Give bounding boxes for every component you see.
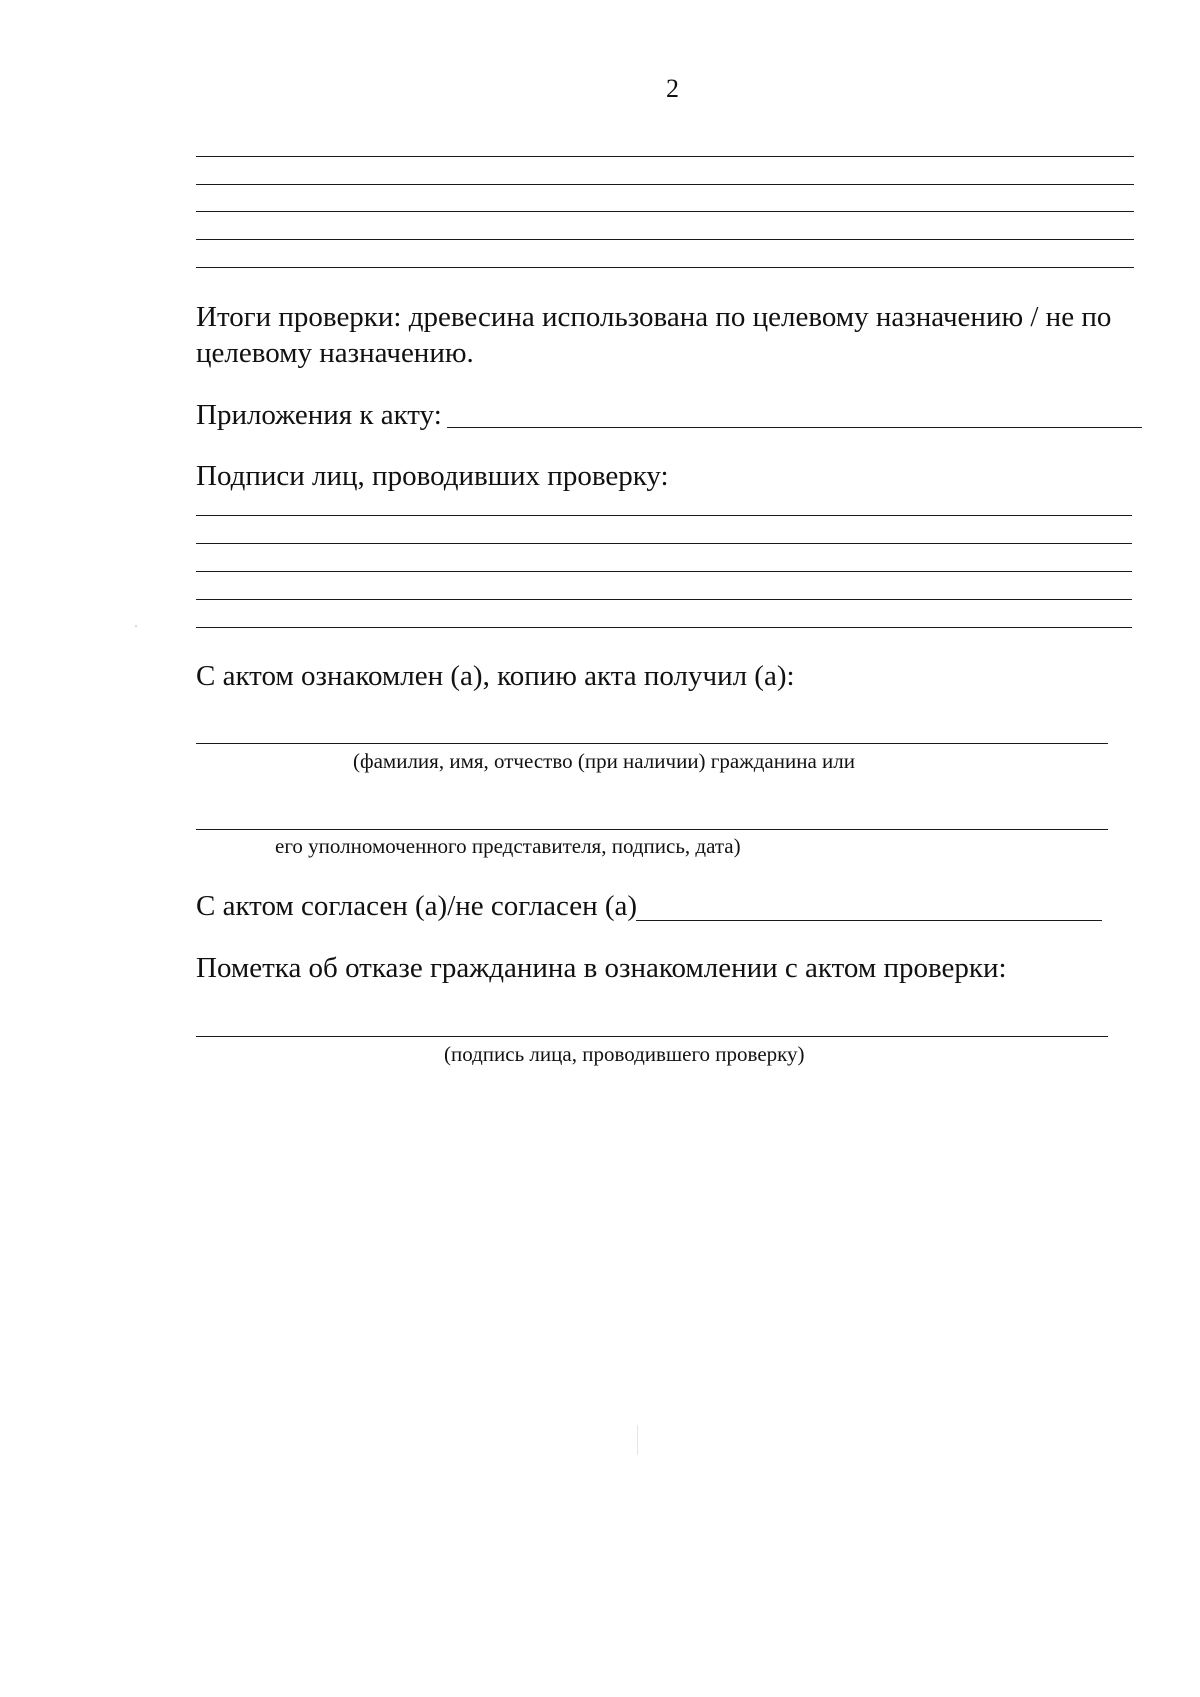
page-number: 2 — [666, 74, 679, 103]
refusal-label: Пометка об отказе гражданина в ознакомлении с актом проверки: — [196, 952, 1007, 984]
results-line-1: Итоги проверки: древесина использована по целевому назначению / не по — [196, 301, 1112, 333]
attachments-line — [447, 427, 1142, 428]
attachments-label: Приложения к акту: — [196, 399, 442, 431]
results-line-2: целевому назначению. — [196, 337, 474, 369]
blank-line — [196, 184, 1134, 185]
agreement-label: С актом согласен (а)/не согласен (а) — [196, 890, 638, 922]
signature-line — [196, 599, 1132, 600]
acknowledgement-caption-2: его уполномоченного представителя, подпись, дата) — [275, 834, 741, 858]
signature-line — [196, 515, 1132, 516]
scan-speck — [637, 1425, 638, 1455]
agreement-line — [636, 920, 1102, 921]
blank-line — [196, 211, 1134, 212]
inspection-results — [196, 299, 1116, 371]
blank-line — [196, 156, 1134, 157]
signature-line — [196, 571, 1132, 572]
acknowledgement-label: С актом ознакомлен (а), копию акта получил (а): — [196, 660, 795, 692]
scan-speck — [135, 625, 137, 627]
signature-line — [196, 627, 1132, 628]
blank-line — [196, 267, 1134, 268]
acknowledgement-line-2 — [196, 829, 1108, 830]
acknowledgement-line-1 — [196, 743, 1108, 744]
blank-line — [196, 239, 1134, 240]
refusal-caption: (подпись лица, проводившего проверку) — [444, 1042, 805, 1066]
refusal-line — [196, 1036, 1108, 1037]
acknowledgement-caption-1: (фамилия, имя, отчество (при наличии) гражданина или — [353, 749, 855, 773]
signature-line — [196, 543, 1132, 544]
signatures-label: Подписи лиц, проводивших проверку: — [196, 460, 669, 492]
